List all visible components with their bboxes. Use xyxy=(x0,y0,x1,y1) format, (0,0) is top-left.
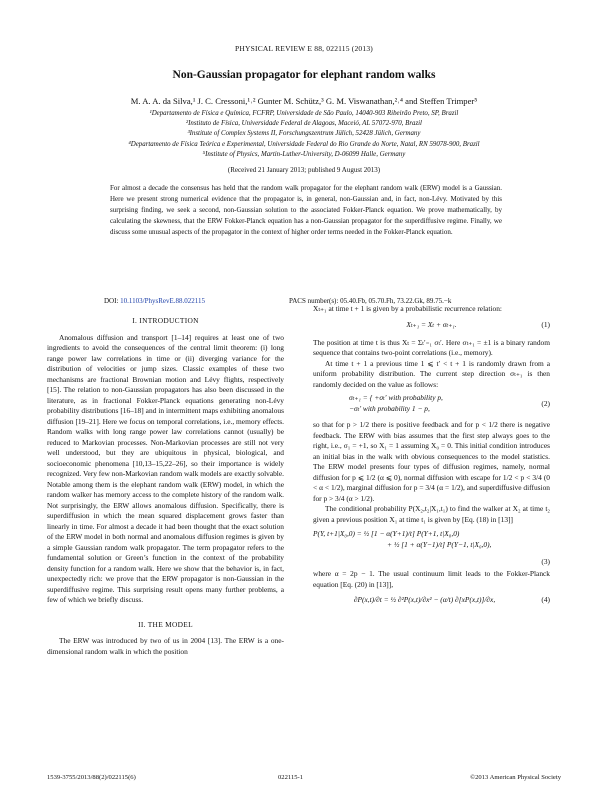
equation-2-line-a: σₜ₊₁ = { +σₜ′ with probability p, xyxy=(349,393,443,402)
equation-1 xyxy=(313,320,550,338)
paper-title: Non-Gaussian propagator for elephant random walks xyxy=(172,69,436,81)
affiliation-3: ³Institute of Complex Systems II, Forschungszentrum Jülich, 52428 Jülich, Germany xyxy=(187,130,421,137)
section-title-introduction: I. INTRODUCTION xyxy=(132,316,199,325)
doi-block xyxy=(104,297,205,305)
equation-2-line-b: −σₜ′ with probability 1 − p, xyxy=(349,403,430,413)
continuum-limit-text: where α = 2p − 1. The usual continuum limit leads to the Fokker-Planck equation [Eq. (20) in [13]], xyxy=(313,569,550,589)
time-draw-text: At time t + 1 a previous time 1 ⩽ t′ < t + 1 is randomly drawn from a uniform probability distribution. The current step direction σₜ₊₁ is then randomly decided on the value as follows: xyxy=(313,358,550,389)
journal-header: PHYSICAL REVIEW E 88, 022115 (2013) xyxy=(235,44,373,53)
footer-issn: 1539-3755/2013/88(2)/022115(6) xyxy=(47,774,136,781)
equation-3-line-b: + ½ [1 + α(Y−1)/t] P(Y−1, t|X₀,0), xyxy=(387,539,492,549)
abstract: For almost a decade the consensus has held that the random walk propagator for the elephant random walk (ERW) model is a Gaussian. Here we present strong numerical evidence that the propagator is, in general, non-Gaussian and, in fact, non-Lévy. Motivated by this surprising finding, we seek a second, non-Gaussian solution to the associated Fokker-Planck equation. We prove mathematically, by calculating the skewness, that the ERW Fokker-Planck equation has a non-Gaussian propagator for the superdiffusive regime. Finally, we discuss some unusual aspects of the propagator in the context of higher order terms needed in the Fokker-Planck equation. xyxy=(110,184,502,236)
equation-3-number: (3) xyxy=(541,557,550,566)
doi-link[interactable]: 10.1103/PhysRevE.88.022115 xyxy=(120,297,205,305)
right-column xyxy=(313,304,550,613)
equation-4-number: (4) xyxy=(541,595,550,604)
equation-4-body: ∂P(x,t)/∂t = ½ ∂²P(x,t)/∂x² − (α/t) ∂[xP(x,t)]/∂x, xyxy=(353,595,496,604)
equation-3-line-a: P(Y, t+1|X₀,0) = ½ [1 − α(Y+1)/t] P(Y+1, t|X₀,0) xyxy=(313,529,460,538)
affiliation-5: ⁵Institute of Physics, Martin-Luther-University, D-06099 Halle, Germany xyxy=(202,151,406,158)
affiliation-4: ⁴Departamento de Física Teórica e Experimental, Universidade Federal do Rio Grande do Norte, Natal, RN 59078-900, Brazil xyxy=(128,141,480,148)
feedback-text: so that for p > 1/2 there is positive feedback and for p < 1/2 there is negative feedback. The ERW with bias assumes that the first step always goes to the right, i.e., σ₁ = +1, so X₁ = 1 assuming X₀ = 0. This initial condition introduces an initial bias in the walk with obvious consequences to the model statistics. The ERW model presents four types of diffusion regimes, namely, normal diffusion for p ⩽ 1/2 (α ⩽ 0), normal diffusion with escape for 1/2 < p < 3/4 (0 < α < 1/2), marginal diffusion for p = 3/4 (α = 1/2), and superdiffusive diffusion for p > 3/4 (α > 1/2). xyxy=(313,420,550,503)
section-title-model: II. THE MODEL xyxy=(138,619,193,629)
recurrence-text: Xₜ₊₁ at time t + 1 is given by a probabilistic recurrence relation: xyxy=(313,304,502,313)
equation-1-body: Xₜ₊₁ = Xₜ + σₜ₊₁. xyxy=(406,319,457,329)
equation-3 xyxy=(313,529,550,569)
equation-1-number: (1) xyxy=(541,319,550,329)
received-dates: (Received 21 January 2013; published 9 August 2013) xyxy=(227,166,381,174)
position-text: The position at time t is thus Xₜ = Σₜ′₌₁ σₜ′. Here σₜ₊₁ = ±1 is a binary random sequence that contains two-point correlations (i.e., memory). xyxy=(313,337,550,357)
left-column xyxy=(47,316,284,657)
affiliation-1: ¹Departamento de Física e Química, FCFRP, Universidade de São Paulo, 14040-903 Ribeirão Preto, SP, Brazil xyxy=(149,110,459,117)
pacs-numbers: PACS number(s): 05.40.Fb, 05.70.Fh, 73.22.Gk, 89.75.−k xyxy=(289,297,452,305)
doi-label: DOI: xyxy=(104,297,119,305)
author-list: M. A. A. da Silva,¹ J. C. Cressoni,¹˒² Gunter M. Schütz,³ G. M. Viswanathan,²˒⁴ and Steffen Trimper⁵ xyxy=(130,96,478,106)
intro-paragraph: Anomalous diffusion and transport [1–14] requires at least one of two ingredients to avoid the consequences of the central limit theorem: (i) long range power law correlations in time or (ii) diverging variance for the distribution of velocities or jump sizes. Classic examples of these two mechanisms are fractional Brownian motion and Lévy flights, respectively [15]. The relation to non-Gaussian propagators has also been discussed in the literature, as in fractional Fokker-Planck equations generating non-Lévy probability distributions [16–18] and in intermittent maps exhibiting anomalous diffusion [19–21]. Here we focus on temporal correlations, i.e., memory effects. Random walks with long range power law correlations cannot (usually) be reduced to Markovian processes. Non-Markovian processes are still not very well understood, but they are ubiquitous in physical, biological, and socioeconomic phenomena [10,13–15,22–26], so their importance is widely recognized. Very few non-Markovian random walk models are exactly solvable. Notable among them is the elephant random walk (ERW) model, in which the random walker has memory access to the complete history of the random walk. Not surprisingly, the ERW allows anomalous diffusion. Specifically, there is superdiffusion in which the mean squared displacement grows faster than linearly in time. For almost a decade it had been thought that the exact solution of the ERW model in both normal and anomalous diffusion regimes is given by a simple Gaussian random walk propagator. The term propagator refers to the fundamental solution or Green’s function in the context of the probability density function for a random walk. Here we show that the behavior is, in fact, unexpectedly rich: we prove that the ERW propagator is non-Gaussian in the superdiffusive regime. This surprising result opens many further problems, a few of which we briefly discuss. xyxy=(47,332,284,604)
equation-2 xyxy=(313,393,550,417)
affiliation-2: ²Instituto de Física, Universidade Federal de Alagoas, Maceió, AL 57072-970, Brazil xyxy=(186,120,422,127)
footer-page-number: 022115-1 xyxy=(278,774,304,781)
model-paragraph: The ERW was introduced by two of us in 2004 [13]. The ERW is a one-dimensional random walk in which the position xyxy=(47,636,284,656)
equation-2-number: (2) xyxy=(541,399,550,408)
footer-copyright: ©2013 American Physical Society xyxy=(470,774,561,781)
equation-4 xyxy=(313,595,550,613)
conditional-probability-text: The conditional probability P(X₂,t₂|X₁,t₁) to find the walker at X₂ at time t₂ given a previous position X₁ at time t₁ is given by [Eq. (18) in [13]] xyxy=(313,504,550,524)
